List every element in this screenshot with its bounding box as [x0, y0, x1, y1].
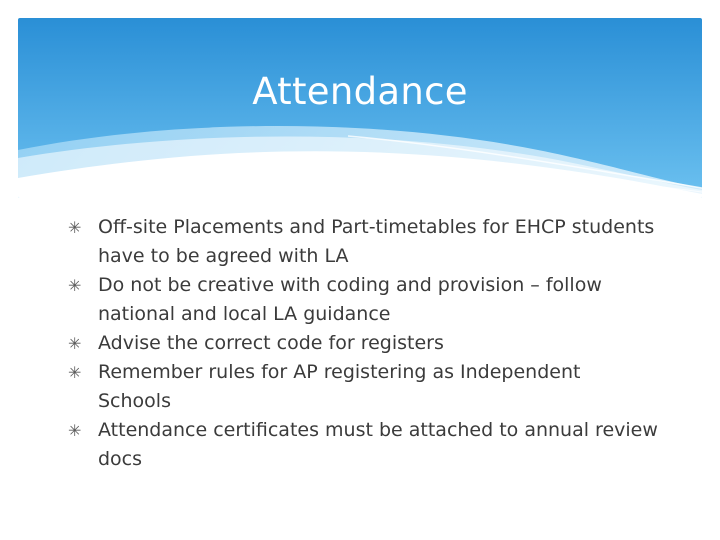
asterisk-icon: ✳: [68, 276, 82, 295]
bullet-text: Off-site Placements and Part-timetables for EHCP students have to be agreed with LA: [98, 216, 655, 267]
asterisk-icon: ✳: [68, 363, 82, 382]
bullet-text: Advise the correct code for registers: [98, 332, 444, 354]
bullet-text: Do not be creative with coding and provision – follow national and local LA guidance: [98, 274, 602, 325]
title-banner: [18, 18, 702, 198]
bullet-item: [68, 358, 658, 416]
bullet-item: [68, 416, 658, 474]
asterisk-icon: ✳: [68, 421, 82, 440]
bullet-list: [68, 213, 658, 474]
bullet-text: Attendance certificates must be attached to annual review docs: [98, 419, 658, 470]
asterisk-icon: ✳: [68, 334, 82, 353]
bullet-item: [68, 271, 658, 329]
asterisk-icon: ✳: [68, 218, 82, 237]
bullet-text: Remember rules for AP registering as Independent Schools: [98, 361, 581, 412]
slide-title: Attendance: [252, 70, 468, 113]
bullet-item: [68, 329, 658, 358]
bullet-item: [68, 213, 658, 271]
